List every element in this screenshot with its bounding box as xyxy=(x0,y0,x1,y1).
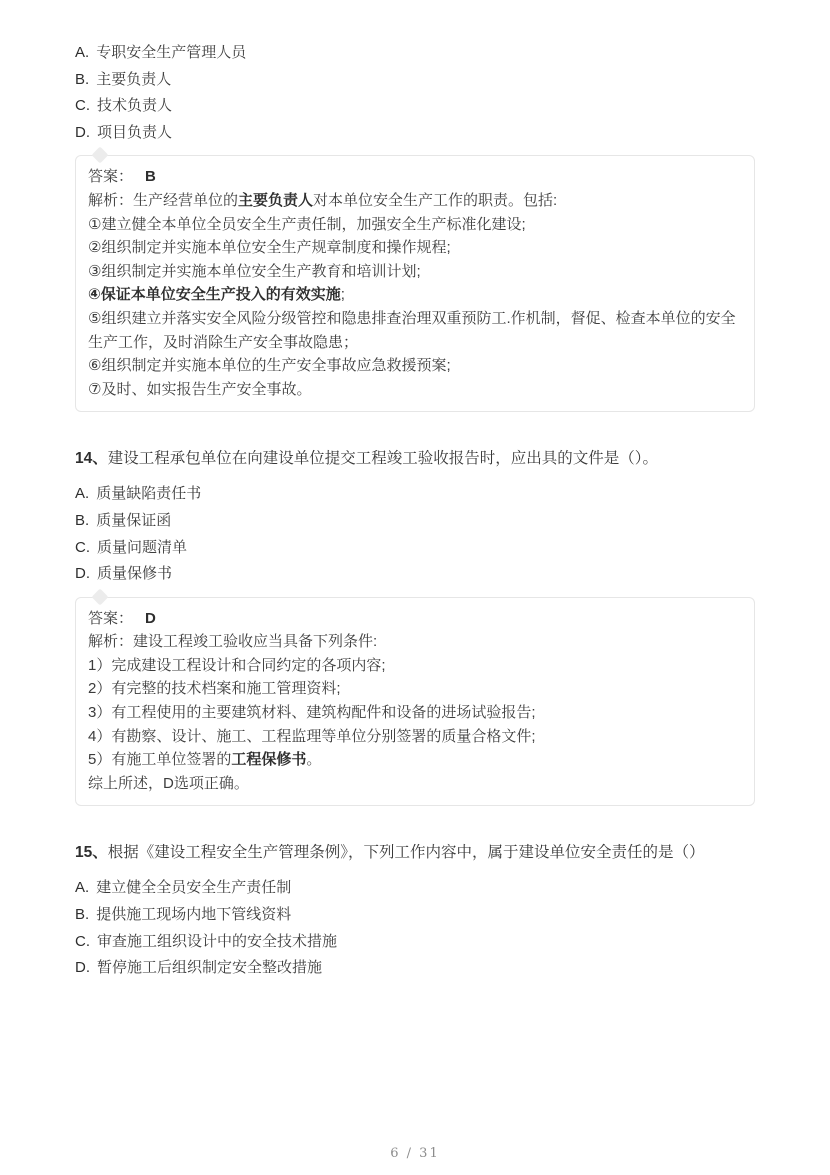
page-indicator: 6 / 31 xyxy=(390,1146,440,1161)
option-text: 质量缺陷责任书 xyxy=(96,485,202,503)
option-text: 质量保证函 xyxy=(96,511,172,529)
explanation-line: ⑤组织建立并落实安全风险分级管控和隐患排查治理双重预防工.作机制，督促、检查本单位的安全生产工作，及时消除生产安全事故隐患； xyxy=(88,309,736,351)
explanation-line: 3）有工程使用的主要建筑材料、建筑构配件和设备的进场试验报告; xyxy=(88,704,536,722)
answer-box-notch-icon xyxy=(92,588,109,605)
option-row-b xyxy=(75,508,755,535)
explanation-line: ⑥组织制定并实施本单位的生产安全事故应急救援预案; xyxy=(88,357,451,375)
option-row-d xyxy=(75,955,755,982)
question-14-options xyxy=(75,481,755,587)
answer-line xyxy=(88,165,742,189)
option-row-a xyxy=(75,481,755,508)
option-letter: A. xyxy=(75,879,90,897)
option-row-c xyxy=(75,929,755,956)
page-content xyxy=(75,40,755,982)
explanation-line: 5）有施工单位签署的工程保修书。 xyxy=(88,751,322,769)
option-row-c xyxy=(75,535,755,562)
explanation-line: 解析：生产经营单位的主要负责人对本单位安全生产工作的职责。包括: xyxy=(88,191,558,209)
option-letter: B. xyxy=(75,906,90,924)
answer-box xyxy=(75,597,755,807)
answer-label: 答案： xyxy=(88,168,134,186)
answer-box-notch-icon xyxy=(92,147,109,164)
question-stem: 14、建设工程承包单位在向建设单位提交工程竣工验收报告时，应出具的文件是（）。 xyxy=(75,450,659,468)
answer-value: B xyxy=(145,168,156,186)
option-text: 技术负责人 xyxy=(97,97,173,115)
option-text: 质量保修书 xyxy=(97,565,173,583)
option-row-b xyxy=(75,902,755,929)
explanation-line: 2）有完整的技术档案和施工管理资料; xyxy=(88,680,341,698)
explanation-line: 4）有勘察、设计、施工、工程监理等单位分别签署的质量合格文件; xyxy=(88,727,536,745)
option-letter: A. xyxy=(75,44,90,61)
option-letter: D. xyxy=(75,959,90,977)
option-letter: B. xyxy=(75,70,90,88)
page-footer xyxy=(0,1146,830,1161)
option-letter: C. xyxy=(75,538,90,556)
question-stem: 15、根据《建设工程安全生产管理条例》，下列工作内容中，属于建设单位安全责任的是（） xyxy=(75,844,705,862)
explanation-line: ②组织制定并实施本单位安全生产规章制度和操作规程; xyxy=(88,239,451,257)
option-row-c xyxy=(75,93,755,120)
option-text: 质量问题清单 xyxy=(97,538,188,556)
option-row-b xyxy=(75,67,755,94)
option-letter: C. xyxy=(75,932,90,950)
question-15-options xyxy=(75,875,755,981)
option-text: 提供施工现场内地下管线资料 xyxy=(96,906,292,924)
option-letter: D. xyxy=(75,123,90,141)
explanation-line: ①建立健全本单位全员安全生产责任制，加强安全生产标准化建设; xyxy=(88,215,526,233)
question-15-section xyxy=(75,839,755,981)
option-row-a xyxy=(75,40,755,67)
option-row-d xyxy=(75,120,755,147)
explanation-line: ⑦及时、如实报告生产安全事故。 xyxy=(88,380,312,398)
answer-box xyxy=(75,155,755,412)
question-13-section xyxy=(75,40,755,412)
option-row-d xyxy=(75,561,755,588)
option-letter: D. xyxy=(75,565,90,583)
option-letter: B. xyxy=(75,511,90,529)
explanation-line: ④保证本单位安全生产投入的有效实施; xyxy=(88,286,345,304)
explanation-line: 解析：建设工程竣工验收应当具备下列条件: xyxy=(88,633,378,651)
option-letter: C. xyxy=(75,97,90,115)
question-14-section xyxy=(75,445,755,806)
answer-line xyxy=(88,607,742,631)
explanation-line: 综上所述，D选项正确。 xyxy=(88,774,249,792)
option-row-a xyxy=(75,875,755,902)
option-letter: A. xyxy=(75,485,90,503)
explanation-line: 1）完成建设工程设计和合同约定的各项内容; xyxy=(88,656,386,674)
option-text: 建立健全全员安全生产责任制 xyxy=(96,879,292,897)
answer-label: 答案： xyxy=(88,609,134,627)
option-text: 项目负责人 xyxy=(97,123,173,141)
option-text: 主要负责人 xyxy=(96,70,172,88)
question-13-options xyxy=(75,40,755,146)
option-text: 暂停施工后组织制定安全整改措施 xyxy=(97,959,323,977)
answer-value: D xyxy=(145,609,156,627)
option-text: 审查施工组织设计中的安全技术措施 xyxy=(97,932,338,950)
explanation-line: ③组织制定并实施本单位安全生产教育和培训计划; xyxy=(88,262,421,280)
option-text: 专职安全生产管理人员 xyxy=(96,44,247,61)
